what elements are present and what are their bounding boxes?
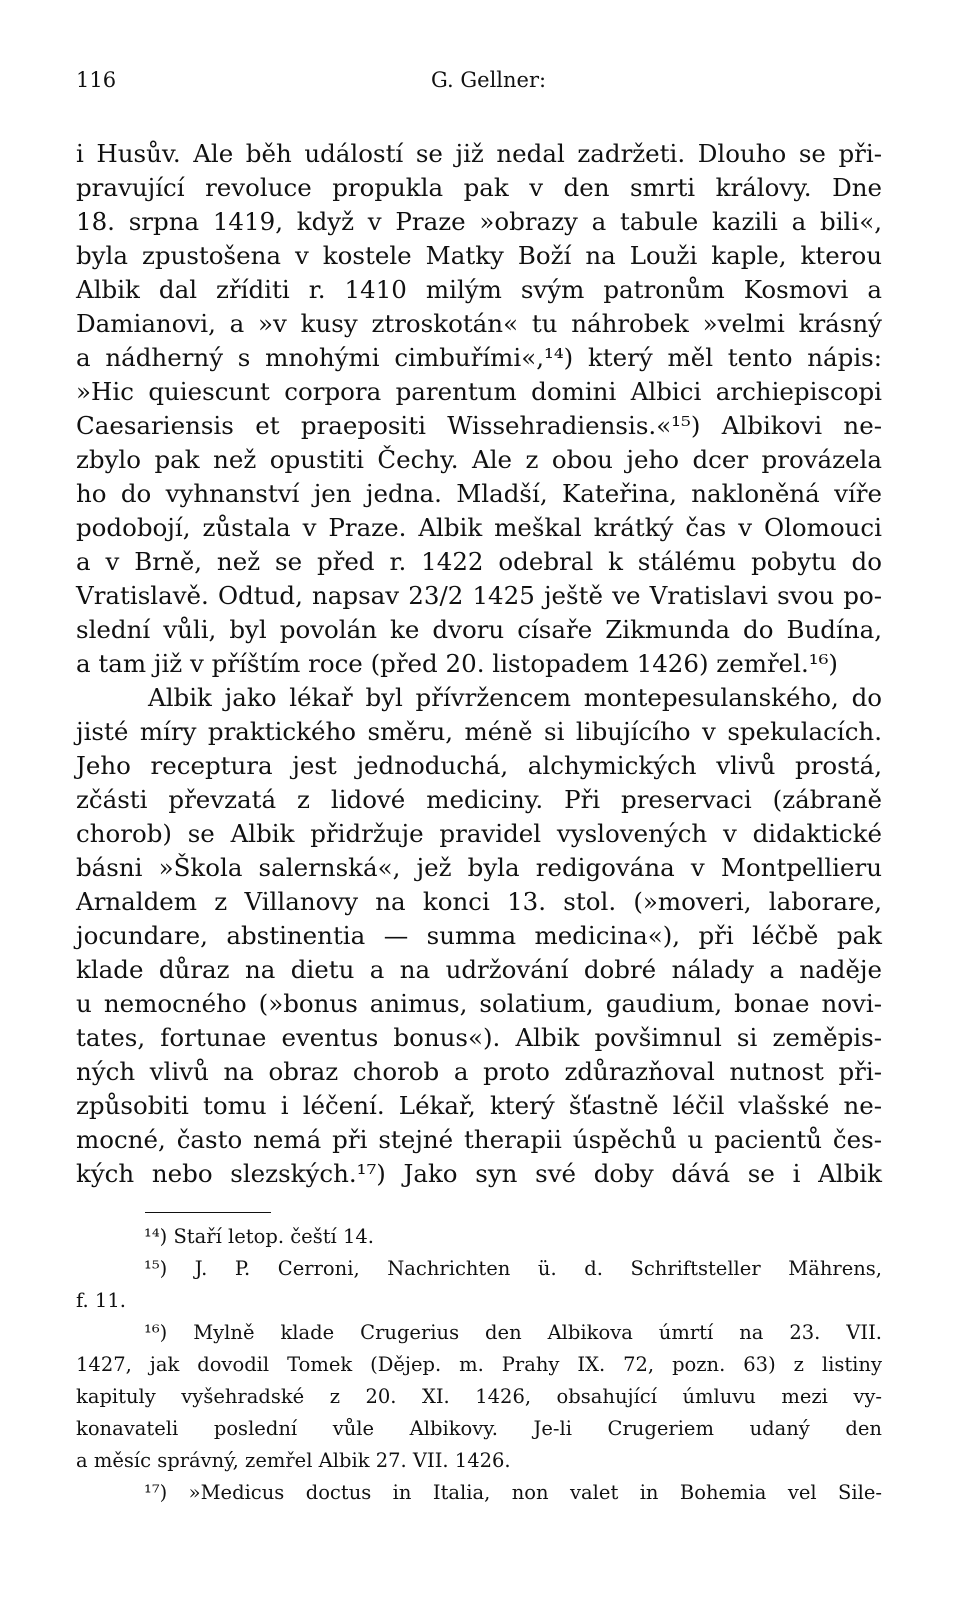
footnote-line: ¹⁴) Staří letop. čeští 14. xyxy=(144,1225,375,1248)
text-line: 18. srpna 1419, když v Praze »obrazy a tabule kazili a bili«, xyxy=(76,207,882,236)
text-line: ných vlivů na obraz chorob a proto zdůrazňoval nutnost při- xyxy=(76,1057,882,1086)
footnote-line: f. 11. xyxy=(76,1289,126,1312)
text-line: »Hic quiescunt corpora parentum domini Albici archiepiscopi xyxy=(76,377,882,406)
text-line: tates, fortunae eventus bonus«). Albik povšimnul si zeměpis- xyxy=(76,1023,882,1052)
text-line: způsobiti tomu i léčení. Lékař, který šťastně léčil vlašské ne- xyxy=(76,1091,882,1120)
text-line: Jeho receptura jest jednoduchá, alchymických vlivů prostá, xyxy=(76,751,882,780)
text-line: klade důraz na dietu a na udržování dobré nálady a naděje xyxy=(76,955,882,984)
footnote-line: a měsíc správný, zemřel Albik 27. VII. 1426. xyxy=(76,1449,511,1472)
text-line: podobojí, zůstala v Praze. Albik meškal krátký čas v Olomouci xyxy=(76,513,882,542)
running-title: G. Gellner: xyxy=(431,68,547,92)
text-line: Vratislavě. Odtud, napsav 23/2 1425 ještě ve Vratislavi svou po- xyxy=(76,581,882,610)
text-line: byla zpustošena v kostele Matky Boží na Louži kaple, kterou xyxy=(76,241,882,270)
footnote-line: ¹⁵) J. P. Cerroni, Nachrichten ü. d. Schriftsteller Mährens, xyxy=(144,1257,882,1280)
page-header xyxy=(76,68,882,100)
text-line: básni »Škola salernská«, jež byla redigována v Montpellieru xyxy=(76,853,882,882)
footnote-line: ¹⁷) »Medicus doctus in Italia, non valet in Bohemia vel Sile- xyxy=(144,1481,882,1504)
text-line: kých nebo slezských.¹⁷) Jako syn své doby dává se i Albik xyxy=(76,1159,882,1188)
text-line: ho do vyhnanství jen jedna. Mladší, Kateřina, nakloněná víře xyxy=(76,479,882,508)
text-line: slední vůli, byl povolán ke dvoru císaře Zikmunda do Budína, xyxy=(76,615,882,644)
footnote-line: kapituly vyšehradské z 20. XI. 1426, obsahující úmluvu mezi vy- xyxy=(76,1385,882,1408)
page-number: 116 xyxy=(76,68,117,92)
text-line: jocundare, abstinentia — summa medicina«), při léčbě pak xyxy=(76,921,882,950)
text-line: i Husův. Ale běh událostí se již nedal zadržeti. Dlouho se při- xyxy=(76,139,882,168)
footnote-line: konavateli poslední vůle Albikovy. Je-li Crugeriem udaný den xyxy=(76,1417,882,1440)
text-line: a v Brně, než se před r. 1422 odebral k stálému pobytu do xyxy=(76,547,882,576)
text-line: pravující revoluce propukla pak v den smrti královy. Dne xyxy=(76,173,882,202)
text-line: Damianovi, a »v kusy ztroskotán« tu náhrobek »velmi krásný xyxy=(76,309,882,338)
text-line: zčásti převzatá z lidové mediciny. Při preservaci (zábraně xyxy=(76,785,882,814)
text-line: jisté míry praktického směru, méně si libujícího v spekulacích. xyxy=(76,717,882,746)
text-line: mocné, často nemá při stejné therapii úspěchů u pacientů čes- xyxy=(76,1125,882,1154)
text-line: u nemocného (»bonus animus, solatium, gaudium, bonae novi- xyxy=(76,989,882,1018)
text-line: chorob) se Albik přidržuje pravidel vyslovených v didaktické xyxy=(76,819,882,848)
text-line: Caesariensis et praepositi Wissehradiensis.«¹⁵) Albikovi ne- xyxy=(76,411,882,440)
footnote-line: ¹⁶) Mylně klade Crugerius den Albikova úmrtí na 23. VII. xyxy=(144,1321,882,1344)
text-line: a tam již v příštím roce (před 20. listopadem 1426) zemřel.¹⁶) xyxy=(76,649,838,678)
text-line: Albik jako lékař byl přívržencem montepesulanského, do xyxy=(148,683,882,712)
text-line: Arnaldem z Villanovy na konci 13. stol. (»moveri, laborare, xyxy=(76,887,882,916)
text-line: a nádherný s mnohými cimbuřími«,¹⁴) který měl tento nápis: xyxy=(76,343,882,372)
footnote-divider xyxy=(145,1212,271,1213)
text-line: zbylo pak než opustiti Čechy. Ale z obou jeho dcer provázela xyxy=(76,445,882,474)
footnote-line: 1427, jak dovodil Tomek (Dějep. m. Prahy IX. 72, pozn. 63) z listiny xyxy=(76,1353,882,1376)
text-line: Albik dal zříditi r. 1410 milým svým patronům Kosmovi a xyxy=(76,275,882,304)
